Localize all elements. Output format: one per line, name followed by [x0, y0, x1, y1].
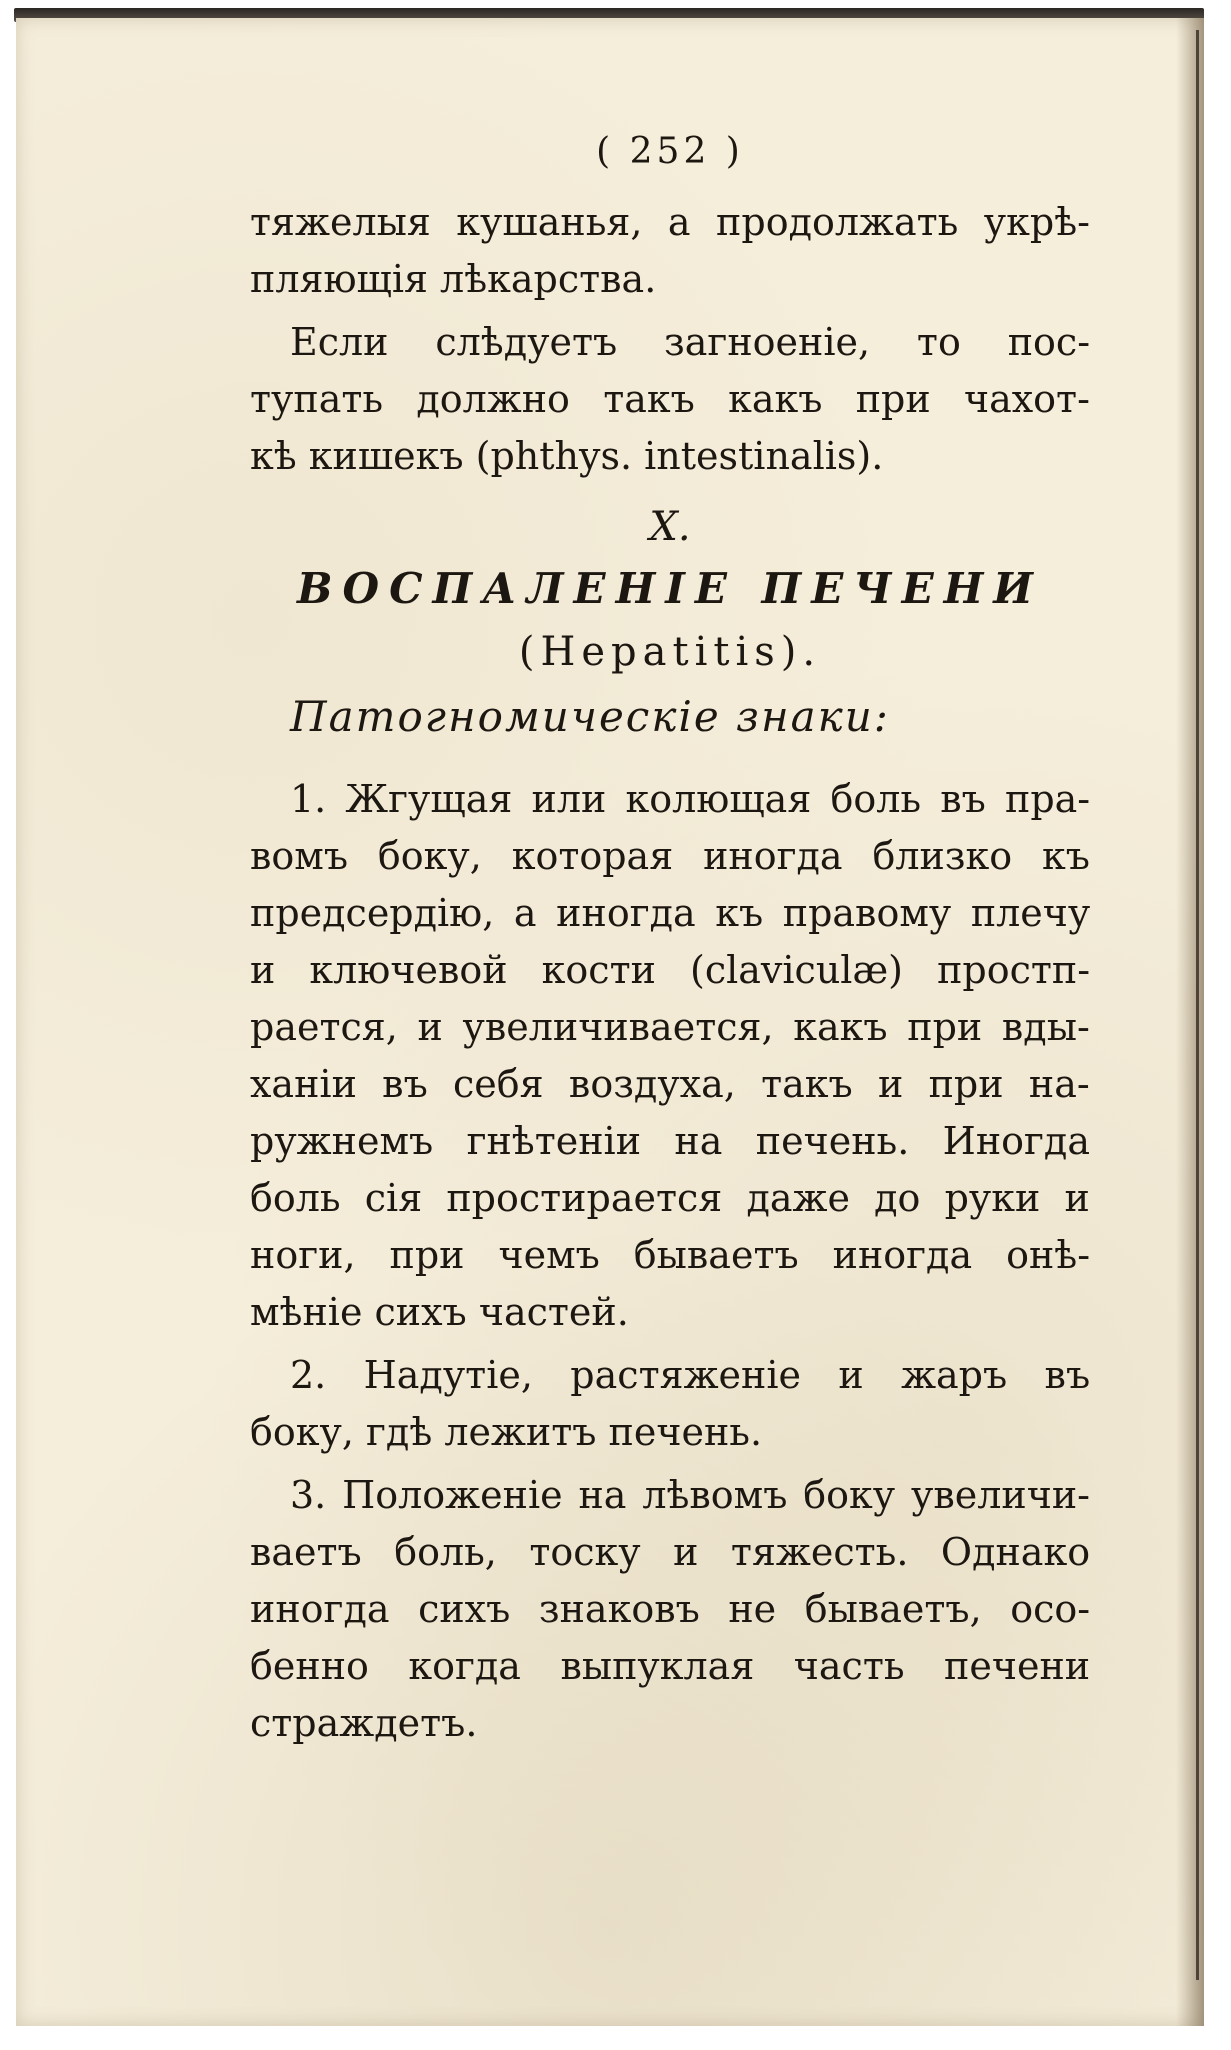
text-line [250, 1467, 1090, 1524]
section-subheading: Патогномическіе знаки: [290, 692, 890, 741]
text-line [250, 1347, 1090, 1404]
text-line [250, 885, 1090, 942]
line-text: страждетъ. [250, 1701, 478, 1745]
line-text: 1. Жгущая или колющая боль въ пра- [290, 777, 1091, 821]
line-text: вомъ боку, которая иногда близко къ [250, 834, 1090, 878]
text-line [250, 1284, 1090, 1341]
text-line [250, 828, 1090, 885]
line-text: Если слѣдуетъ загноеніе, то пос- [290, 320, 1091, 364]
line-text: пляющія лѣкарства. [250, 257, 657, 301]
line-text: мѣніе сихъ частей. [250, 1290, 629, 1334]
text-line [250, 1404, 1090, 1461]
text-line [250, 999, 1090, 1056]
text-line [250, 771, 1090, 828]
text-line [250, 1695, 1090, 1752]
page-gutter-shadow [1176, 18, 1204, 2026]
line-text: боку, гдѣ лежитъ печень. [250, 1410, 763, 1454]
page-number: ( 252 ) [596, 131, 744, 172]
line-text: иногда сихъ знаковъ не бываетъ, осо- [250, 1587, 1091, 1631]
text-line [250, 428, 1090, 485]
line-text: боль сія простирается даже до руки и [250, 1176, 1090, 1220]
page-text [250, 130, 1090, 1752]
section-latin-title: (Hepatitis). [518, 629, 822, 675]
book-spine-edge [1196, 30, 1199, 1980]
line-text: ружнемъ гнѣтеніи на печень. Иногда [250, 1119, 1090, 1163]
text-line [250, 1056, 1090, 1113]
line-text: ваетъ боль, тоску и тяжесть. Однако [250, 1530, 1091, 1574]
text-line [250, 371, 1090, 428]
text-line [250, 1170, 1090, 1227]
text-line [250, 251, 1090, 308]
text-line [250, 1113, 1090, 1170]
text-line [250, 1581, 1090, 1638]
line-text: тупать должно такъ какъ при чахот- [250, 377, 1090, 421]
text-line [250, 1638, 1090, 1695]
line-text: тяжелыя кушанья, а продолжать укрѣ- [250, 200, 1090, 244]
line-text: кѣ кишекъ (phthys. intestinalis). [250, 434, 884, 478]
text-line [250, 942, 1090, 999]
text-line [250, 1227, 1090, 1284]
line-text: рается, и увеличивается, какъ при вды- [250, 1005, 1090, 1049]
section-title: ВОСПАЛЕНІЕ ПЕЧЕНИ [297, 564, 1043, 613]
text-line [250, 194, 1090, 251]
text-line [250, 1524, 1090, 1581]
line-text: 2. Надутіе, растяженіе и жаръ въ [290, 1353, 1091, 1397]
section-number: X. [649, 504, 691, 550]
line-text: бенно когда выпуклая часть печени [250, 1644, 1091, 1688]
text-line [250, 314, 1090, 371]
line-text: ноги, при чемъ бываетъ иногда онѣ- [250, 1233, 1091, 1277]
line-text: предсердію, а иногда къ правому плечу [250, 891, 1091, 935]
line-text: 3. Положеніе на лѣвомъ боку увеличи- [290, 1473, 1091, 1517]
line-text: и ключевой кости (claviculæ) простп- [250, 948, 1091, 992]
line-text: ханіи въ себя воздуха, такъ и при на- [250, 1062, 1090, 1106]
